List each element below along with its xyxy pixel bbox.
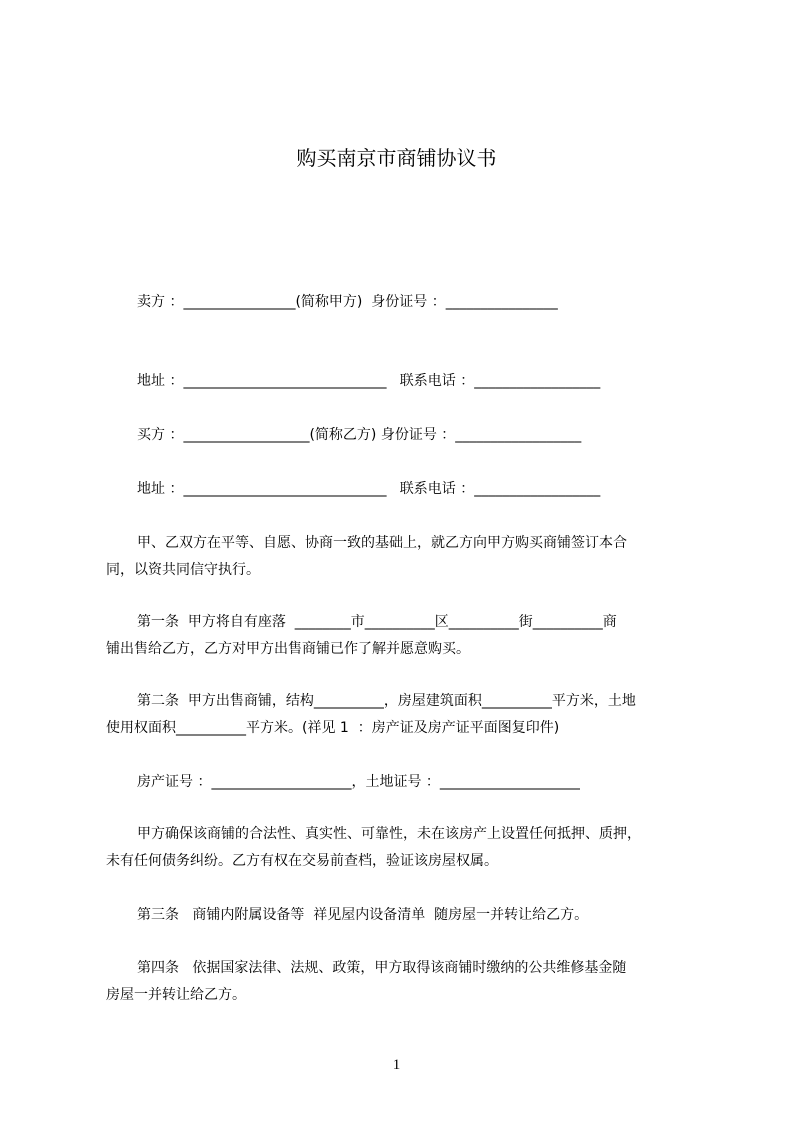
article1-line-1: 第一条 甲方将自有座落 ________市__________区__________街__________商 bbox=[137, 614, 617, 630]
article3-line: 第三条 商铺内附属设备等 祥见屋内设备清单 随房屋一并转让给乙方。 bbox=[137, 907, 589, 923]
warranty-line-1: 甲方确保该商铺的合法性、真实性、可靠性，未在该房产上设置任何抵押、质押， bbox=[137, 826, 641, 842]
article2-line-2: 使用权面积__________平方米。(祥见 1 ：房产证及房产证平面图复印件) bbox=[106, 720, 560, 736]
buyer-address-line: 地址 ：_____________________________ 联系电话 ：__________________ bbox=[137, 481, 601, 497]
seller-address-line: 地址 ：_____________________________ 联系电话 ：__________________ bbox=[137, 373, 601, 389]
article1-line-2: 铺出售给乙方，乙方对甲方出售商铺已作了解并愿意购买。 bbox=[106, 641, 470, 657]
buyer-line: 买方 ：__________________(简称乙方) 身份证号 ：__________________ bbox=[137, 427, 582, 443]
preamble-line-2: 同，以资共同信守执行。 bbox=[106, 562, 260, 578]
page-number: 1 bbox=[392, 1057, 401, 1073]
seller-line: 卖方 ：________________(简称甲方) 身份证号 ：________________ bbox=[137, 294, 558, 310]
document-title: 购买南京市商铺协议书 bbox=[296, 146, 497, 170]
article4-line-2: 房屋一并转让给乙方。 bbox=[106, 987, 246, 1003]
article2-line-1: 第二条 甲方出售商铺，结构__________，房屋建筑面积__________平方米，土地 bbox=[137, 693, 636, 709]
preamble-line-1: 甲、乙双方在平等、自愿、协商一致的基础上，就乙方向甲方购买商铺签订本合 bbox=[137, 535, 627, 551]
warranty-line-2: 未有任何债务纠纷。乙方有权在交易前查档，验证该房屋权属。 bbox=[106, 853, 498, 869]
article4-line-1: 第四条 依据国家法律、法规、政策，甲方取得该商铺时缴纳的公共维修基金随 bbox=[137, 960, 627, 976]
certificate-line: 房产证号 ：____________________，土地证号 ：____________________ bbox=[137, 774, 580, 790]
